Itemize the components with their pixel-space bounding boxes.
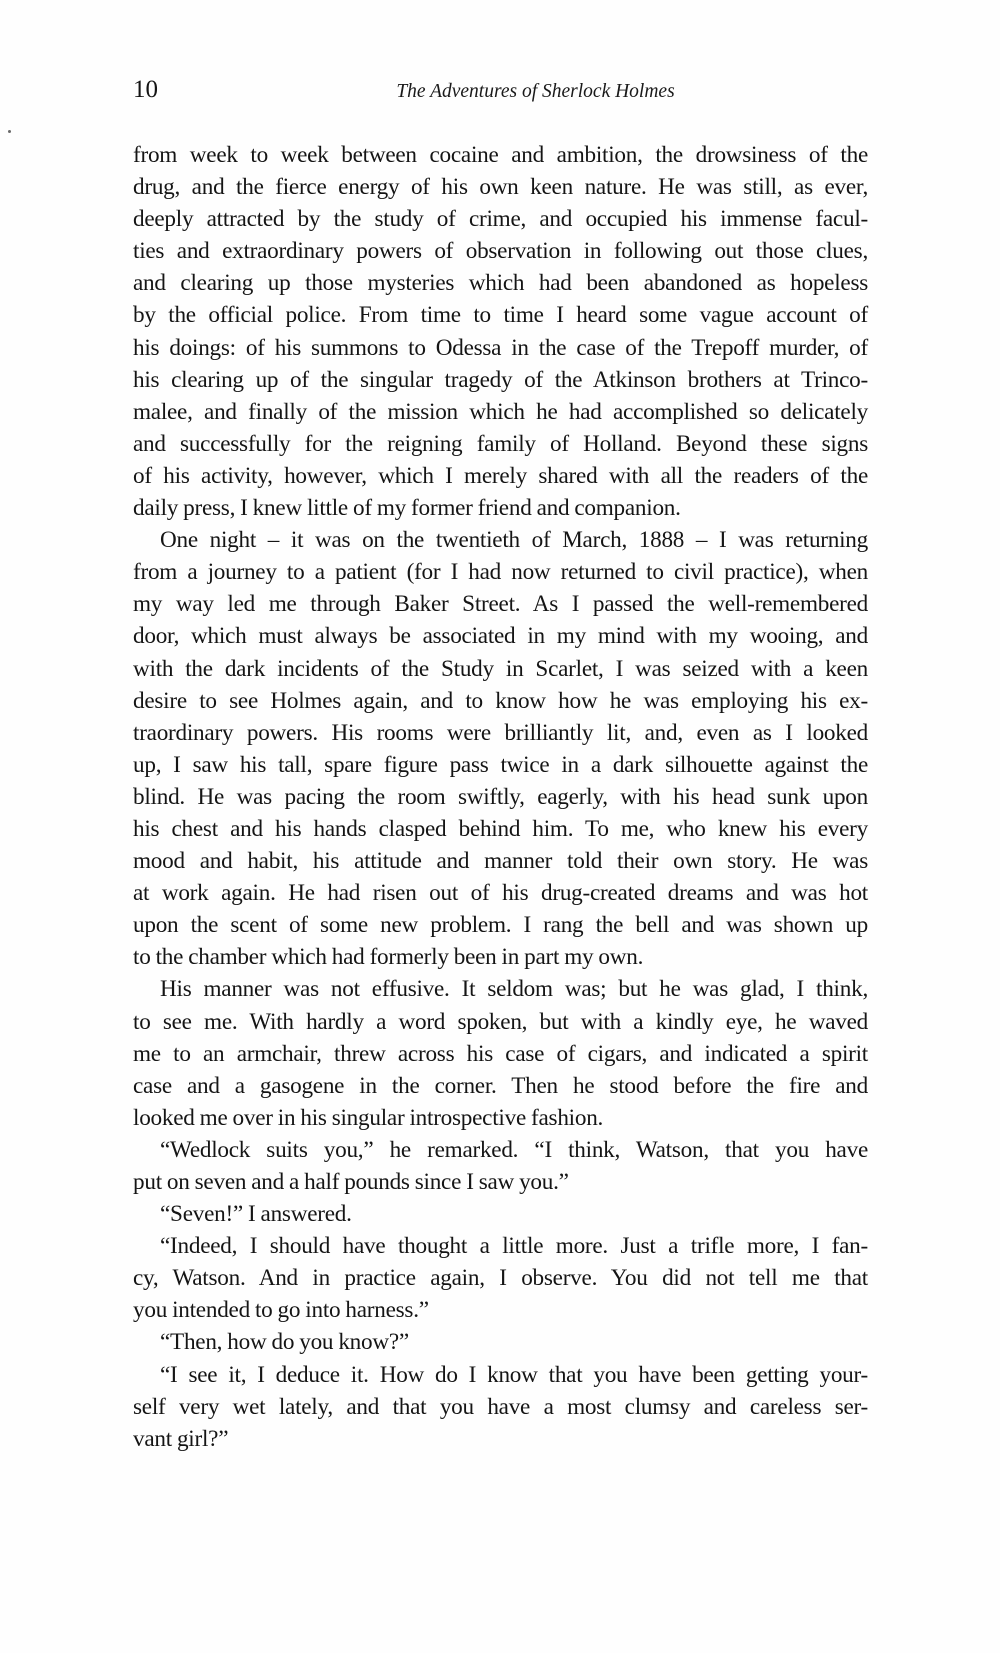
text-line: you intended to go into harness.” — [133, 1297, 429, 1324]
text-line: looked me over in his singular introspective fashion. — [133, 1104, 604, 1131]
text-line: up, I saw his tall, spare figure pass twice in a dark silhouette against the — [133, 751, 868, 778]
text-line: to see me. With hardly a word spoken, but with a kindly eye, he waved — [133, 1008, 868, 1035]
paragraph — [133, 1359, 868, 1455]
text-line: by the official police. From time to time I heard some vague account of — [133, 302, 868, 329]
text-line: drug, and the fierce energy of his own keen nature. He was still, as ever, — [133, 174, 868, 201]
text-line: cy, Watson. And in practice again, I observe. You did not tell me that — [133, 1265, 868, 1292]
text-line: deeply attracted by the study of crime, and occupied his immense facul- — [133, 206, 868, 233]
text-line: His manner was not effusive. It seldom was; but he was glad, I think, — [160, 976, 868, 1003]
text-line: “I see it, I deduce it. How do I know that you have been getting your- — [160, 1361, 868, 1388]
text-line: desire to see Holmes again, and to know how he was employing his ex- — [133, 687, 868, 714]
text-line: One night – it was on the twentieth of March, 1888 – I was returning — [160, 527, 868, 554]
text-line: ties and extraordinary powers of observation in following out those clues, — [133, 238, 868, 265]
scan-speck — [8, 130, 11, 133]
paragraph — [133, 524, 868, 973]
text-line: with the dark incidents of the Study in Scarlet, I was seized with a keen — [133, 655, 868, 682]
text-line: from a journey to a patient (for I had now returned to civil practice), when — [133, 559, 868, 586]
text-line: “Then, how do you know?” — [160, 1329, 409, 1356]
text-line: to the chamber which had formerly been in part my own. — [133, 944, 644, 971]
text-line: my way led me through Baker Street. As I passed the well-remembered — [133, 591, 868, 618]
text-line: his chest and his hands clasped behind him. To me, who knew his every — [133, 815, 868, 842]
text-line: “Seven!” I answered. — [160, 1201, 352, 1228]
paragraph — [133, 139, 868, 524]
text-line: put on seven and a half pounds since I saw you.” — [133, 1169, 569, 1195]
text-line: his doings: of his summons to Odessa in the case of the Trepoff murder, of — [133, 334, 868, 361]
paragraph — [133, 1230, 868, 1326]
text-line: self very wet lately, and that you have a most clumsy and careless ser- — [133, 1393, 868, 1420]
paragraph — [133, 1134, 868, 1198]
running-head: The Adventures of Sherlock Holmes — [396, 81, 675, 102]
text-line: vant girl?” — [133, 1425, 229, 1452]
text-line: me to an armchair, threw across his case of cigars, and indicated a spirit — [133, 1040, 868, 1067]
text-line: at work again. He had risen out of his drug-created dreams and was hot — [133, 880, 868, 907]
text-line: case and a gasogene in the corner. Then he stood before the fire and — [133, 1072, 868, 1099]
body-text — [133, 139, 868, 1455]
page-number: 10 — [133, 76, 158, 103]
paragraph — [133, 1326, 868, 1358]
text-line: daily press, I knew little of my former friend and companion. — [133, 495, 681, 522]
text-line: and successfully for the reigning family of Holland. Beyond these signs — [133, 430, 868, 457]
text-line: “Wedlock suits you,” he remarked. “I think, Watson, that you have — [160, 1136, 868, 1163]
text-line: “Indeed, I should have thought a little more. Just a trifle more, I fan- — [160, 1233, 868, 1260]
page-header — [133, 72, 868, 112]
paragraph — [133, 973, 868, 1133]
text-line: door, which must always be associated in my mind with my wooing, and — [133, 623, 868, 650]
text-line: from week to week between cocaine and ambition, the drowsiness of the — [133, 142, 868, 168]
paragraph — [133, 1198, 868, 1230]
text-line: mood and habit, his attitude and manner told their own story. He was — [133, 848, 868, 875]
text-line: upon the scent of some new problem. I rang the bell and was shown up — [133, 912, 868, 939]
text-line: his clearing up of the singular tragedy of the Atkinson brothers at Trinco- — [133, 366, 868, 393]
text-line: and clearing up those mysteries which had been abandoned as hopeless — [133, 270, 868, 297]
text-line: traordinary powers. His rooms were brilliantly lit, and, even as I looked — [133, 719, 868, 746]
text-line: of his activity, however, which I merely shared with all the readers of the — [133, 462, 868, 489]
text-line: malee, and finally of the mission which he had accomplished so delicately — [133, 398, 868, 425]
text-line: blind. He was pacing the room swiftly, eagerly, with his head sunk upon — [133, 783, 868, 810]
